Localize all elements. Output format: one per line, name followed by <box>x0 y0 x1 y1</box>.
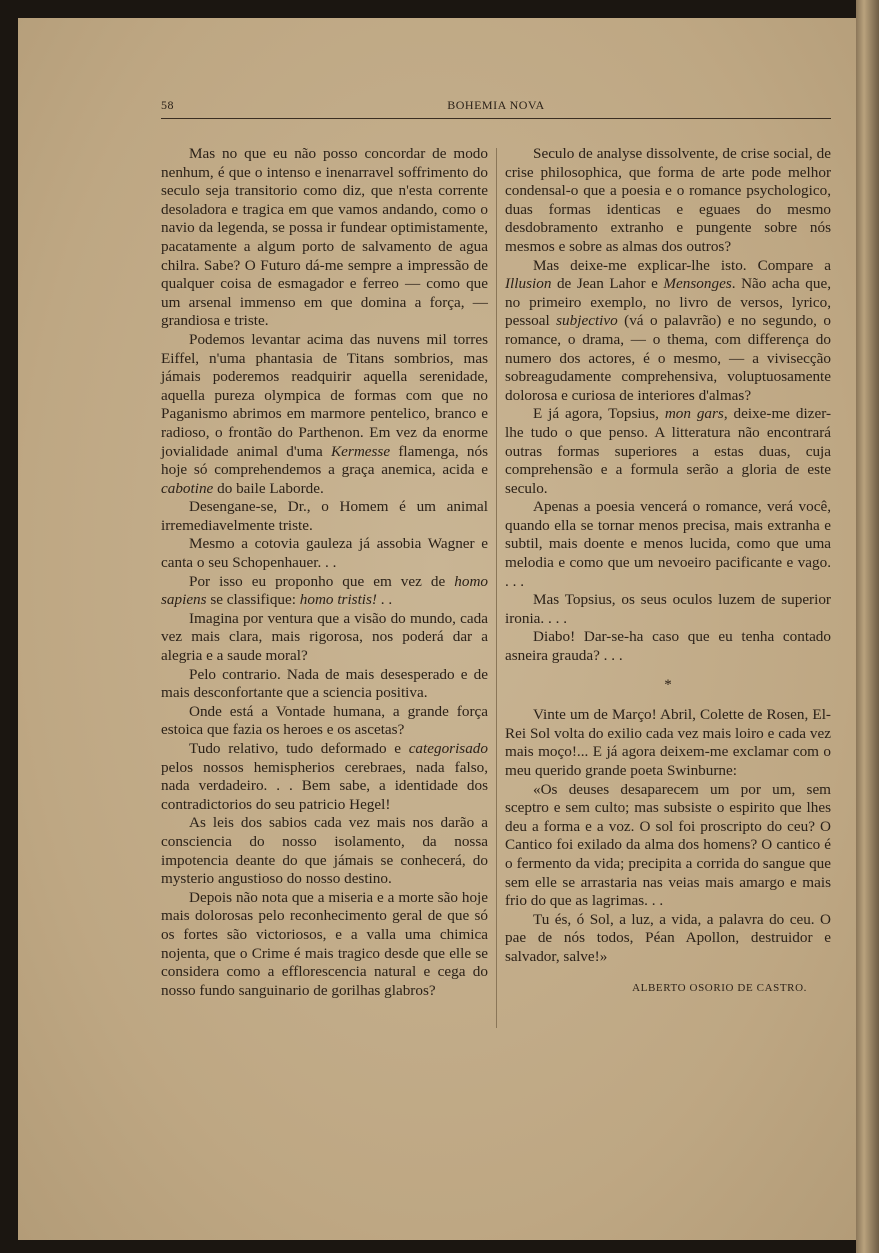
paragraph: Mas deixe-me explicar-lhe isto. Compare a Illusion de Jean Lahor e Mensonges. Não acha que, no primeiro exemplo, no livro de versos, lyrico, pessoal subjectivo (vá o palavrão) e no segundo, o romance, o drama, — o thema, com differença do numero dos actores, é o mesmo, — a vivisecção sobreagudamente comprehensiva, voluptuosamente dolorosa e curiosa de interiores d'almas? <box>505 256 831 404</box>
paragraph: E já agora, Topsius, mon gars, deixe-me dizer-lhe tudo o que penso. A litteratura não encontrará outras formas superiores a estas duas, cuja comprehensão e a formula serão a gloria de este seculo. <box>505 405 832 497</box>
paragraph: Desengane-se, Dr., o Homem é um animal irremediavelmente triste. <box>161 498 488 534</box>
paragraph: Imagina por ventura que a visão do mundo, cada vez mais clara, mais rigorosa, nos poderá dar a alegria e a saude moral? <box>161 609 488 665</box>
paragraph: Seculo de analyse dissolvente, de crise social, de crise philosophica, que forma de arte pode melhor condensal-o que a poesia e o romance psychologico, duas formas identicas e eguaes do mesmo desdobramento extranho e pungente sobre nós mesmos e sobre as almas dos outros? <box>505 145 831 255</box>
header-rule <box>161 118 831 119</box>
paragraph: Depois não nota que a miseria e a morte são hoje mais dolorosas pelo reconhecimento geral de que só os fortes são victoriosos, e a valla uma chimica nojenta, que o Crime é mais tragico desde que elle se considera como a efflorescencia natural e cega do nosso fundo sanguinario de gorilhas glabros? <box>161 888 488 999</box>
paragraph: «Os deuses desaparecem um por um, sem sceptro e sem culto; mas subsiste o espirito que lhes deu a forma e a voz. O sol foi proscripto do ceu? O Cantico foi exilado da alma dos homens? O cantico é o fermento da vida; precipita a corrida do sangue que sem elle se arrastaria nas veias mais amargo e mais frio do que as lagrimas. . . <box>505 780 831 910</box>
paragraph: Diabo! Dar-se-ha caso que eu tenha contado asneira grauda? . . . <box>505 628 831 665</box>
section-separator: * <box>664 676 672 693</box>
paragraph: Por isso eu proponho que em vez de homo sapiens se classifique: homo tristis! . . <box>161 572 488 609</box>
paragraph: Tudo relativo, tudo deformado e categorisado pelos nossos hemispherios cerebraes, nada falso, nada verdadeiro. . . Bem sabe, a identidade dos contradictorios do seu patricio Hegel! <box>161 740 488 813</box>
page-edge-shadow <box>856 0 879 1253</box>
paragraph: Podemos levantar acima das nuvens mil torres Eiffel, n'uma phantasia de Titans sombrios, mas jámais poderemos readquirir aquella serenidade, aquella pureza olympica de formas com que no Paganismo abrimos em marmore pentelico, branco e radioso, o frontão do Parthenon. Em vez da enorme jovialidade animal d'uma Kermesse flamenga, nós hoje só comprehendemos a graça anemica, acida e cabotine do baile Laborde. <box>161 330 488 497</box>
paragraph: Pelo contrario. Nada de mais desesperado e de mais desconfortante que a sciencia positiva. <box>161 665 488 702</box>
paragraph: Apenas a poesia vencerá o romance, verá você, quando ella se tornar menos precisa, mais extranha e subtil, mais doente e menos lucida, como que uma melodia e como que um nevoeiro pacificante e vago. . . . <box>505 498 831 590</box>
left-column <box>161 145 488 1000</box>
paragraph: Tu és, ó Sol, a luz, a vida, a palavra do ceu. O pae de nós todos, Péan Apollon, destruidor e salvador, salve!» <box>505 910 831 965</box>
page-header <box>161 98 831 118</box>
paragraph: Mesmo a cotovia gauleza já assobia Wagner e canta o seu Schopenhauer. . . <box>161 535 488 572</box>
paragraph: Mas Topsius, os seus oculos luzem de superior ironia. . . . <box>505 591 831 627</box>
page-number: 58 <box>161 98 174 112</box>
author-signature: ALBERTO OSORIO DE CASTRO. <box>632 981 807 994</box>
right-column <box>505 145 831 997</box>
paragraph: As leis dos sabios cada vez mais nos darão a consciencia do nosso isolamento, da nossa impotencia deante do que jámais se conhecerá, do mysterio angustioso do nosso destino. <box>161 814 488 888</box>
paragraph: Mas no que eu não posso concordar de modo nenhum, é que o intenso e inenarravel soffrimento do seculo seja transitorio como diz, que n'esta corrente desoladora e tragica em que vamos andando, como o navio da legenda, se possa ir fundear optimistamente, pacatamente a algum porto de salvamento de agua chilra. Sabe? O Futuro dá-me sempre a impressão de qualquer coisa de esmagador e ferreo — como que um arsenal immenso em que domina a força, — grandiosa e triste. <box>161 145 488 330</box>
paragraph: Vinte um de Março! Abril, Colette de Rosen, El-Rei Sol volta do exilio cada vez mais loiro e cada vez mais moço!... E já agora deixem-me exclamar com o meu querido grande poeta Swinburne: <box>505 706 831 779</box>
paragraph: Onde está a Vontade humana, a grande força estoica que fazia os heroes e os ascetas? <box>161 702 488 739</box>
column-divider <box>496 148 497 1028</box>
running-title: BOHEMIA NOVA <box>447 98 545 112</box>
